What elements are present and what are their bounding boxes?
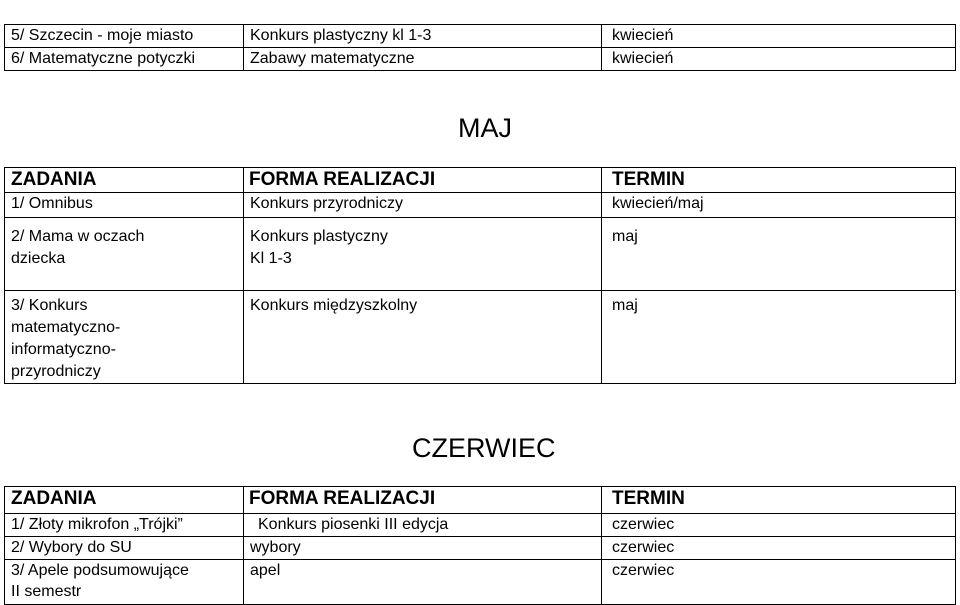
table-row	[5, 193, 956, 218]
form-cell: wybory	[244, 537, 602, 560]
june-table	[4, 486, 956, 605]
task-line: 3/ Apele podsumowujące	[11, 562, 189, 579]
april-table	[4, 24, 956, 71]
task-cell: 6/ Matematyczne potyczki	[5, 48, 244, 71]
term-cell: czerwiec	[602, 537, 956, 560]
form-cell: Zabawy matematyczne	[244, 48, 602, 71]
term-cell: kwiecień	[602, 25, 956, 48]
task-line: 2/ Mama w oczach	[11, 228, 145, 245]
section-title-maj: MAJ	[458, 113, 512, 143]
form-cell: Konkurs piosenki III edycja	[244, 514, 602, 537]
term-cell: maj	[602, 218, 956, 291]
form-cell: Konkurs przyrodniczy	[244, 193, 602, 218]
task-cell: 5/ Szczecin - moje miasto	[5, 25, 244, 48]
term-cell: kwiecień/maj	[602, 193, 956, 218]
form-cell	[244, 218, 602, 291]
term-cell: kwiecień	[602, 48, 956, 71]
form-line: Kl 1-3	[250, 250, 292, 267]
form-cell: Konkurs międzyszkolny	[244, 291, 602, 384]
section-title-czerwiec: CZERWIEC	[412, 433, 556, 463]
term-cell: maj	[602, 291, 956, 384]
header-form: FORMA REALIZACJI	[244, 168, 602, 193]
table-row	[5, 218, 956, 291]
form-line: Konkurs plastyczny	[250, 228, 388, 245]
table-row	[5, 48, 956, 71]
form-cell: Konkurs plastyczny kl 1-3	[244, 25, 602, 48]
header-task: ZADANIA	[5, 168, 244, 193]
task-line: informatyczno-	[11, 341, 116, 358]
term-cell: czerwiec	[602, 514, 956, 537]
task-line: matematyczno-	[11, 319, 121, 336]
table-row	[5, 514, 956, 537]
header-term: TERMIN	[602, 168, 956, 193]
table-row	[5, 537, 956, 560]
header-form: FORMA REALIZACJI	[244, 487, 602, 514]
table-header-row	[5, 168, 956, 193]
table-row	[5, 560, 956, 605]
task-line: dziecka	[11, 250, 66, 267]
table-row	[5, 25, 956, 48]
task-cell: 1/ Omnibus	[5, 193, 244, 218]
may-table	[4, 167, 956, 384]
task-cell: 1/ Złoty mikrofon „Trójki”	[5, 514, 244, 537]
form-cell: apel	[244, 560, 602, 605]
task-line: II semestr	[11, 583, 82, 600]
task-cell	[5, 218, 244, 291]
table-row	[5, 291, 956, 384]
table-header-row	[5, 487, 956, 514]
task-line: 3/ Konkurs	[11, 297, 88, 314]
header-task: ZADANIA	[5, 487, 244, 514]
task-cell	[5, 560, 244, 605]
task-cell: 2/ Wybory do SU	[5, 537, 244, 560]
term-cell: czerwiec	[602, 560, 956, 605]
task-line: przyrodniczy	[11, 363, 101, 380]
header-term: TERMIN	[602, 487, 956, 514]
task-cell	[5, 291, 244, 384]
